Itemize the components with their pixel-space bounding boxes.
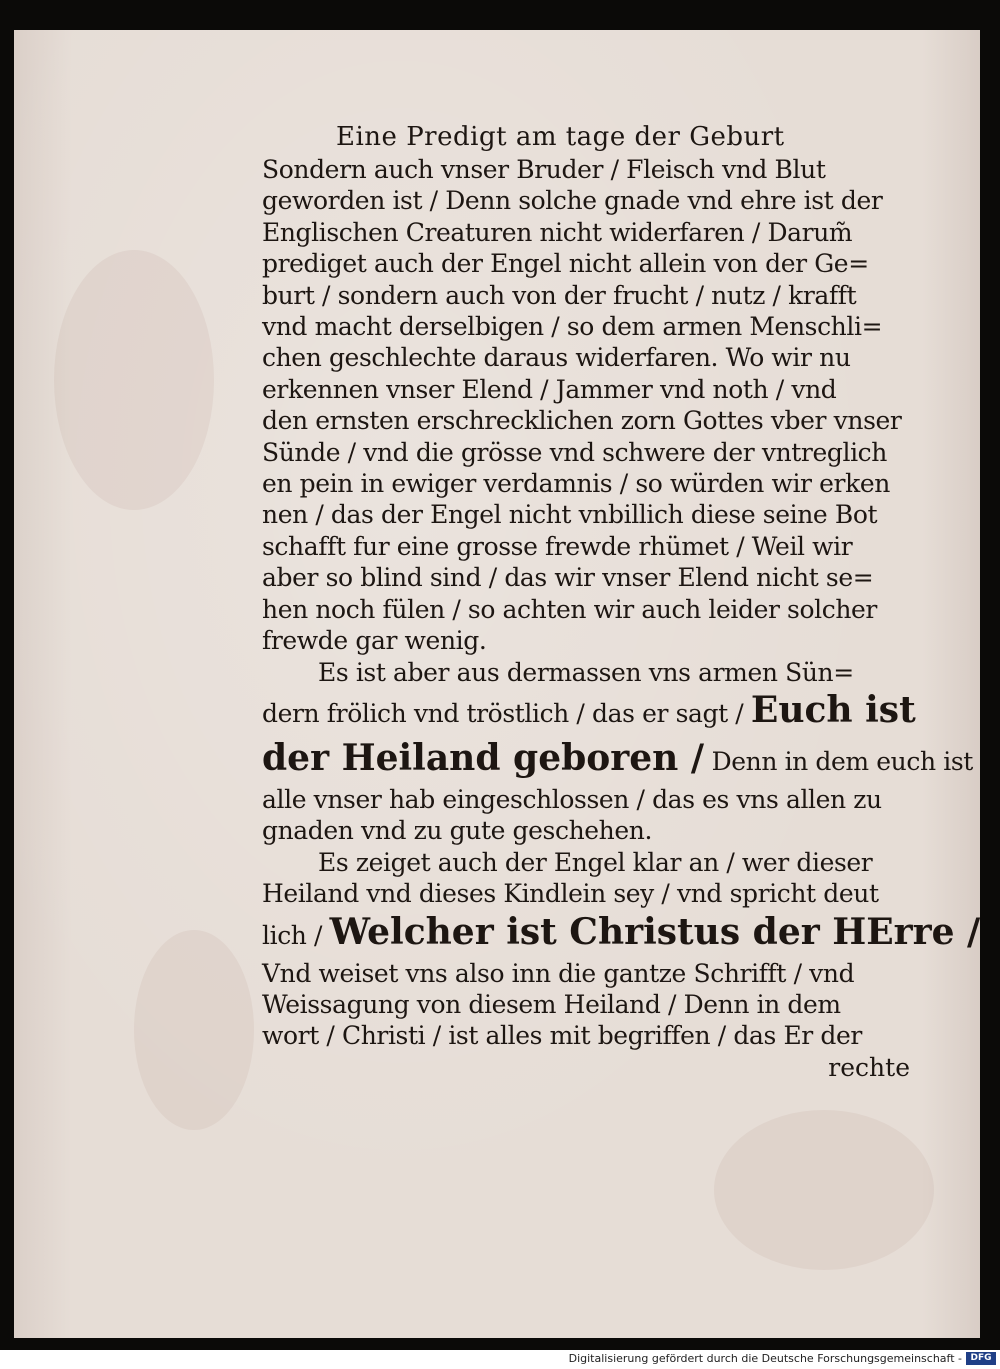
running-head: Eine Predigt am tage der Geburt [336,122,785,152]
text-line: prediget auch der Engel nicht allein von der Ge= [262,249,869,279]
text-line: alle vnser hab eingeschlossen / das es vns allen zu [262,784,882,814]
text-line: Sondern auch vnser Bruder / Fleisch vnd Blut [262,155,826,184]
text-line: Heiland vnd dieses Kindlein sey / vnd spricht deut [262,879,879,909]
text-line: Vnd weiset vns also inn die gantze Schrifft / vnd [262,958,855,988]
text-line: gnaden vnd zu gute geschehen. [262,816,653,846]
paper-stain [714,1110,934,1270]
catchword: rechte [828,1052,910,1082]
text-line: wort / Christi / ist alles mit begriffen / das Er der [262,1021,862,1051]
paragraph-start-line: Es zeiget auch der Engel klar an / wer dieser [318,847,873,877]
dfg-logo: DFG [966,1352,996,1365]
text-line-with-emphasis [262,688,916,736]
text-segment: dern frölich vnd tröstlich / das er sagt / [262,698,744,728]
digitization-footer [0,1350,1000,1369]
text-line-with-emphasis [262,910,981,958]
text-line: Weissagung von diesem Heiland / Denn in dem [262,989,841,1019]
text-segment: lich / [262,920,323,950]
emphasized-text: Welcher ist Christus der HErre / [329,910,981,953]
emphasized-text: Euch ist [750,688,916,731]
text-line: schafft fur eine grosse frewde rhümet / Weil wir [262,531,853,561]
text-line: frewde gar wenig. [262,626,487,656]
text-line: hen noch fülen / so achten wir auch leider solcher [262,594,877,624]
text-line: geworden ist / Denn solche gnade vnd ehre ist der [262,186,883,216]
text-line: vnd macht derselbigen / so dem armen Menschli= [262,312,883,342]
text-line: Englischen Creaturen nicht widerfaren / Darum̃ [262,217,853,247]
text-line: aber so blind sind / das wir vnser Elend nicht se= [262,563,874,593]
text-line: chen geschlechte daraus widerfaren. Wo wir nu [262,343,851,373]
paragraph-start-line: Es ist aber aus dermassen vns armen Sün= [318,657,854,687]
text-line: den ernsten erschrecklichen zorn Gottes vber vnser [262,406,902,436]
text-line: Sünde / vnd die grösse vnd schwere der vntreglich [262,437,887,467]
text-segment: Denn in dem euch ist [711,746,973,776]
funding-notice: Digitalisierung gefördert durch die Deutsche Forschungsgemeinschaft - [568,1352,962,1365]
paper-stain [54,250,214,510]
paper-stain [134,930,254,1130]
text-line: en pein in ewiger verdamnis / so würden wir erken [262,469,890,499]
page-text-block [262,120,981,1083]
text-line: burt / sondern auch von der frucht / nutz / krafft [262,280,857,310]
emphasized-text: der Heiland geboren / [262,736,705,779]
text-line: erkennen vnser Elend / Jammer vnd noth / vnd [262,374,837,404]
text-line: nen / das der Engel nicht vnbillich diese seine Bot [262,500,878,530]
text-line-with-emphasis [262,736,973,784]
